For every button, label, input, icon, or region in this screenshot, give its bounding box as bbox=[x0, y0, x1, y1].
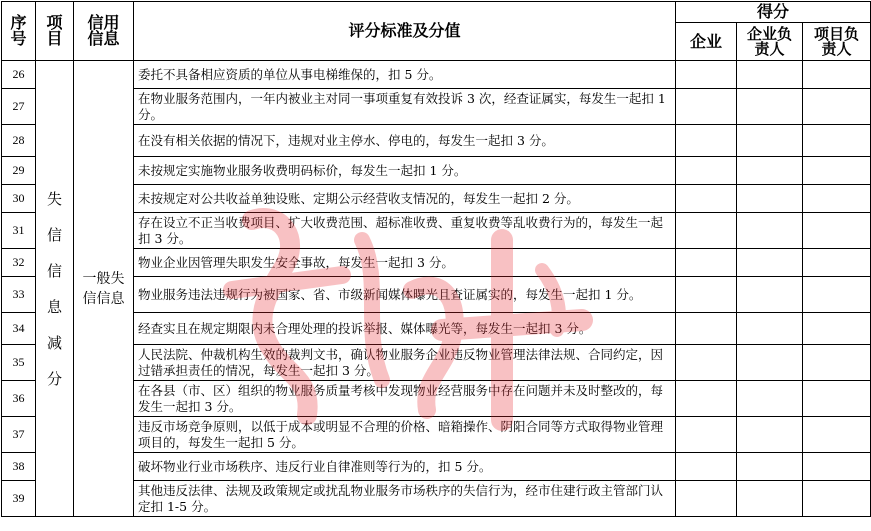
header-enterprise: 企业 bbox=[676, 23, 737, 61]
criteria-text: 未按规定实施物业服务收费明码标价，每发生一起扣 1 分。 bbox=[134, 157, 676, 185]
category-char: 息 bbox=[46, 297, 62, 316]
category-char: 信 bbox=[46, 261, 62, 280]
header-criteria: 评分标准及分值 bbox=[134, 2, 676, 61]
credit-score-table bbox=[1, 1, 871, 517]
row-number: 38 bbox=[2, 453, 36, 481]
row-number: 35 bbox=[2, 345, 36, 381]
criteria-text: 破坏物业行业市场秩序、违反行业自律准则等行为的，扣 5 分。 bbox=[134, 453, 676, 481]
criteria-text: 未按规定对公共收益单独设账、定期公示经营收支情况的，每发生一起扣 2 分。 bbox=[134, 185, 676, 213]
header-seq: 序号 bbox=[2, 2, 36, 61]
enterprise-score-cell[interactable] bbox=[676, 481, 737, 517]
row-number: 26 bbox=[2, 61, 36, 89]
criteria-text: 人民法院、仲裁机构生效的裁判文书，确认物业服务企业违反物业管理法律法规、合同约定，因过错承担责任的情况，每发生一起扣 3 分。 bbox=[134, 345, 676, 381]
criteria-text: 在没有相关依据的情况下，违规对业主停水、停电的，每发生一起扣 3 分。 bbox=[134, 125, 676, 157]
enterprise-score-cell[interactable] bbox=[676, 345, 737, 381]
project-head-score-cell[interactable] bbox=[803, 381, 871, 417]
row-number: 36 bbox=[2, 381, 36, 417]
criteria-text: 在各县（市、区）组织的物业服务质量考核中发现物业经营服务中存在问题并未及时整改的，每发生一起扣 3 分。 bbox=[134, 381, 676, 417]
enterprise-head-score-cell[interactable] bbox=[737, 453, 803, 481]
row-number: 31 bbox=[2, 213, 36, 249]
project-head-score-cell[interactable] bbox=[803, 125, 871, 157]
project-head-score-cell[interactable] bbox=[803, 481, 871, 517]
enterprise-score-cell[interactable] bbox=[676, 313, 737, 345]
criteria-text: 存在设立不正当收费项目、扩大收费范围、超标准收费、重复收费等乱收费行为的，每发生一起扣 3 分。 bbox=[134, 213, 676, 249]
enterprise-head-score-cell[interactable] bbox=[737, 89, 803, 125]
project-head-score-cell[interactable] bbox=[803, 277, 871, 313]
row-number: 33 bbox=[2, 277, 36, 313]
criteria-text: 物业服务违法违规行为被国家、省、市级新闻媒体曝光且查证属实的，每发生一起扣 1 分。 bbox=[134, 277, 676, 313]
enterprise-score-cell[interactable] bbox=[676, 61, 737, 89]
project-head-score-cell[interactable] bbox=[803, 185, 871, 213]
enterprise-score-cell[interactable] bbox=[676, 213, 737, 249]
row-number: 30 bbox=[2, 185, 36, 213]
category-char: 失 bbox=[46, 189, 62, 208]
row-number: 28 bbox=[2, 125, 36, 157]
project-head-score-cell[interactable] bbox=[803, 213, 871, 249]
row-number: 39 bbox=[2, 481, 36, 517]
header-credit-info: 信用信息 bbox=[74, 2, 134, 61]
enterprise-score-cell[interactable] bbox=[676, 249, 737, 277]
category-char: 减 bbox=[46, 333, 62, 352]
enterprise-head-score-cell[interactable] bbox=[737, 345, 803, 381]
enterprise-score-cell[interactable] bbox=[676, 185, 737, 213]
project-head-score-cell[interactable] bbox=[803, 313, 871, 345]
criteria-text: 委托不具备相应资质的单位从事电梯维保的，扣 5 分。 bbox=[134, 61, 676, 89]
header-project-head: 项目负责人 bbox=[803, 23, 871, 61]
table-row bbox=[2, 61, 871, 89]
project-head-score-cell[interactable] bbox=[803, 89, 871, 125]
criteria-text: 违反市场竞争原则，以低于成本或明显不合理的价格、暗箱操作、阴阳合同等方式取得物业管理项目的，每发生一起扣 5 分。 bbox=[134, 417, 676, 453]
enterprise-head-score-cell[interactable] bbox=[737, 313, 803, 345]
criteria-text: 在物业服务范围内，一年内被业主对同一事项重复有效投诉 3 次，经查证属实，每发生一起扣 1 分。 bbox=[134, 89, 676, 125]
header-score-group: 得分 bbox=[676, 2, 871, 23]
row-number: 37 bbox=[2, 417, 36, 453]
enterprise-score-cell[interactable] bbox=[676, 89, 737, 125]
category-cell bbox=[36, 61, 74, 517]
row-number: 32 bbox=[2, 249, 36, 277]
category-char: 分 bbox=[46, 369, 62, 388]
enterprise-score-cell[interactable] bbox=[676, 417, 737, 453]
project-head-score-cell[interactable] bbox=[803, 453, 871, 481]
enterprise-head-score-cell[interactable] bbox=[737, 417, 803, 453]
enterprise-score-cell[interactable] bbox=[676, 157, 737, 185]
enterprise-head-score-cell[interactable] bbox=[737, 249, 803, 277]
enterprise-score-cell[interactable] bbox=[676, 277, 737, 313]
enterprise-head-score-cell[interactable] bbox=[737, 481, 803, 517]
subcategory-cell: 一般失信信息 bbox=[74, 61, 134, 517]
project-head-score-cell[interactable] bbox=[803, 157, 871, 185]
criteria-text: 其他违反法律、法规及政策规定或扰乱物业服务市场秩序的失信行为，经市住建行政主管部门认定扣 1-5 分。 bbox=[134, 481, 676, 517]
enterprise-head-score-cell[interactable] bbox=[737, 213, 803, 249]
enterprise-score-cell[interactable] bbox=[676, 381, 737, 417]
criteria-text: 物业企业因管理失职发生安全事故，每发生一起扣 3 分。 bbox=[134, 249, 676, 277]
enterprise-head-score-cell[interactable] bbox=[737, 157, 803, 185]
project-head-score-cell[interactable] bbox=[803, 345, 871, 381]
table-body bbox=[2, 61, 871, 517]
enterprise-head-score-cell[interactable] bbox=[737, 125, 803, 157]
enterprise-head-score-cell[interactable] bbox=[737, 61, 803, 89]
enterprise-score-cell[interactable] bbox=[676, 125, 737, 157]
criteria-text: 经查实且在规定期限内未合理处理的投诉举报、媒体曝光等，每发生一起扣 3 分。 bbox=[134, 313, 676, 345]
enterprise-head-score-cell[interactable] bbox=[737, 185, 803, 213]
header-enterprise-head: 企业负责人 bbox=[737, 23, 803, 61]
enterprise-score-cell[interactable] bbox=[676, 453, 737, 481]
project-head-score-cell[interactable] bbox=[803, 249, 871, 277]
enterprise-head-score-cell[interactable] bbox=[737, 277, 803, 313]
row-number: 34 bbox=[2, 313, 36, 345]
project-head-score-cell[interactable] bbox=[803, 61, 871, 89]
enterprise-head-score-cell[interactable] bbox=[737, 381, 803, 417]
header-item: 项目 bbox=[36, 2, 74, 61]
project-head-score-cell[interactable] bbox=[803, 417, 871, 453]
row-number: 27 bbox=[2, 89, 36, 125]
category-char: 信 bbox=[46, 225, 62, 244]
row-number: 29 bbox=[2, 157, 36, 185]
